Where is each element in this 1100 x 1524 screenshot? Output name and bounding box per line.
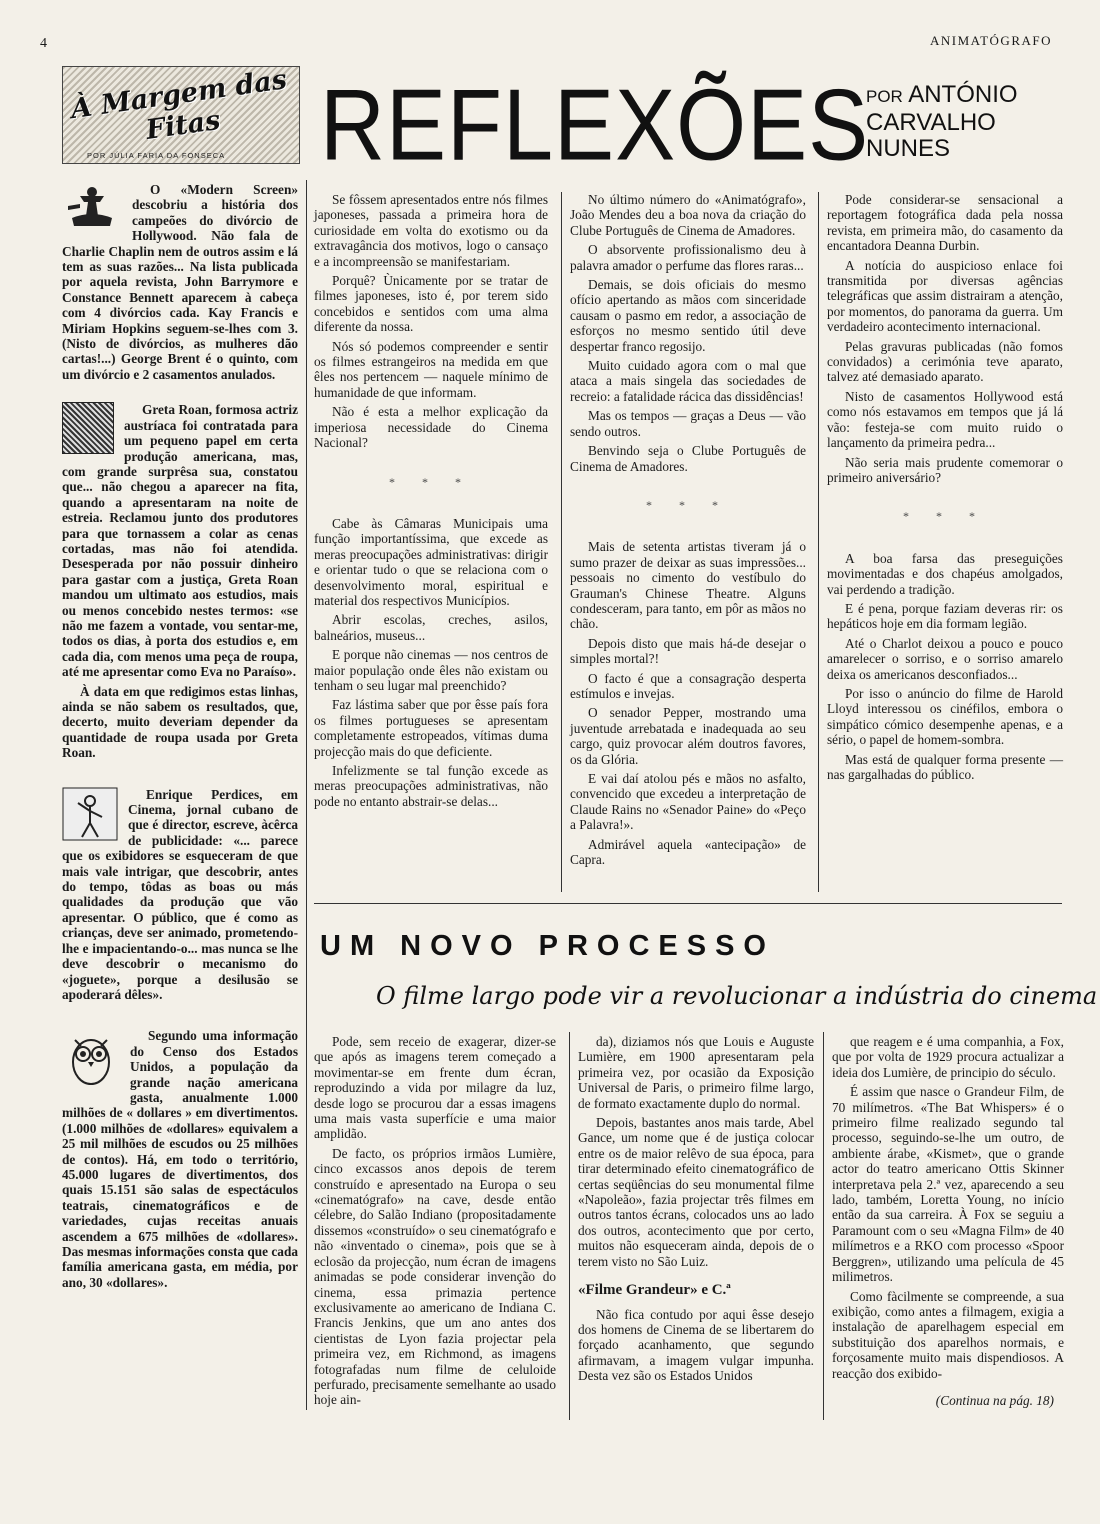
page-number: 4 xyxy=(40,36,47,51)
ref-c2-p5: Mas os tempos — graças a Deus — vão sendo outros. xyxy=(570,408,806,439)
byline-author-3: NUNES xyxy=(866,135,951,162)
byline-author-1: ANTÓNIO xyxy=(908,81,1018,108)
margem-logo-title: À Margem das Fitas xyxy=(68,64,289,146)
ref-c1b-p4: Faz lástima saber que por êsse país fora os filmes portugueses se apresentam completamente estropeados, vítimas duma projecção mais do que deficiente. xyxy=(314,697,548,759)
owl-illustration-icon xyxy=(62,1028,120,1088)
reflexoes-col-1 xyxy=(314,192,548,809)
ref-c2b-p2: Depois disto que mais há-de desejar o simples mortal?! xyxy=(570,635,806,667)
section-rule xyxy=(314,903,1062,904)
margem-para-4: Enrique Perdices, em Cinema, jornal cubano de que é director, escreve, àcêrca de publicidade: «... parece que os exibidores se esqueceram de que mais vale intrigar, que descobrir, antes do tempo, tôdas as boas ou más qualidades da produção que vão apresentar. O público, que é como as crianças, deve ser animado, prometendo-lhe e impacientando-o... mas nunca se lhe deve descobrir o mecanismo do «joguete», porque a desilusão se apoderará dêles». xyxy=(62,786,298,1002)
novo-c2-p1: da), diziamos nós que Louis e Auguste Lumière, em 1900 apresentaram pela primeira vez, por ocasião da Exposição Universal de Paris, o primeiro filme largo, de formato exactamente duplo do normal. xyxy=(578,1034,814,1111)
novo-col-3 xyxy=(832,1034,1064,1408)
margem-para-2: Greta Roan, formosa actriz austríaca foi contratada para um pequeno papel em certa produção americana, mas, com grande surprêsa sua, constatou que... não chegou a aparecer na fita, quando a apresentaram na noite de estreia. Reclamou junto dos produtores para que tornassem a colar as cenas cortadas, mas não foi atendida. Desesperada por não possuir dinheiro para gastar com a justiça, Greta Roan mandou um ultimato aos estudios, mais ou menos concebido nestes termos: «se não me fazem a vontade, vou sentar-me, todos os dias, à porta dos estudios e, em cada dia, com menos uma peça de roupa, até me apresentar como Eva no Paraíso». xyxy=(62,402,298,680)
col-rule-2 xyxy=(561,192,562,892)
novo-c2-p2: Depois, bastantes anos mais tarde, Abel Gance, um nome que é de justiça colocar entre os de maior relêvo de sua época, para tirar determinado efeito cinematográfico de certas seqüências do seu monumental filme «Napoleão», fazia projectar três filmes em outros tantos écrans, colocados uns ao lado dos outros, acontecimento que por certo, muitos não esqueceram ainda, depois de o terem visto no São Luiz. xyxy=(578,1115,814,1269)
ref-c2-p1: No último número do «Animatógrafo», João Mendes deu a boa nova da criação do Clube Português de Cinema de Amadores. xyxy=(570,192,806,238)
ref-c1b-p5: Infelizmente se tal função excede as meras preocupações administrativas, não pode no entanto abstrair-se delas... xyxy=(314,763,548,809)
ref-c1-p3: Nós só podemos compreender e sentir os filmes estrangeiros na medida em que êles nos pertencem — naquele mínimo de humanidade de que informam. xyxy=(314,338,548,400)
novo-c3-p1: que reagem e é uma companhia, a Fox, que por volta de 1929 procura actualizar a ideia dos Lumière, de principio do século. xyxy=(832,1034,1064,1080)
dancer-illustration-icon xyxy=(62,787,118,841)
novo-c1-p2: De facto, os próprios irmãos Lumière, cinco excassos anos depois de terem construído e apresentado na Europa o seu «cinematógrafo» na cave, desde então célebre, do Salão Indiano (propositadamente dissemos «construído» o seu cinematógrafo e não «inventado o cinema», pois que se à eclosão da projecção, num écran de imagens animadas se pode considerar invenção do cinema, essa primazia pertence exclusivamente ao americano de Indiana C. Francis Jenkins, que um ano antes dos cientistas de Lyon fazia projectar pela primeira vez, em Richmond, as imagens fotografadas num filme de celuloide perfurado, precisamente semelhante ao usado hoje ain- xyxy=(314,1145,556,1408)
section-stars: * * * xyxy=(389,474,473,489)
novo-processo-headline: UM NOVO PROCESSO xyxy=(320,930,775,962)
ref-c3-p3: Pelas gravuras publicadas (não fomos convidados) a cerimónia teve aparato, talvez até demasiado aparato. xyxy=(827,338,1063,385)
margem-para-1: O «Modern Screen» descobriu a história dos campeões do divórcio de Hollywood. Não fala de Charlie Chaplin nem de outros assim e lá tem as suas razões... Na lista publicada por aquela revista, John Barrymore e Constance Bennett aparecem à cabeça com 4 divórcios cada. Kay Francis e Miriam Hopkins seguem-se-lhes com 3. (Nisto de divórcios, as mulheres dão cartas!...) George Brent é o quinto, com um divórcio e 2 casamentos anulados. xyxy=(62,182,298,382)
col-rule-3 xyxy=(818,192,819,892)
ref-c3b-p4: Por isso o anúncio do filme de Harold Lloyd interessou os cinéfilos, embora o simpático cómico desempenhe apenas, e a sério, o papel de homem-sombra. xyxy=(827,685,1063,748)
section-stars: * * * xyxy=(903,509,987,524)
byline-author-2: CARVALHO xyxy=(866,109,996,136)
col-rule-5 xyxy=(823,1032,824,1420)
ref-c2b-p4: O senador Pepper, mostrando uma juventude arrebatada e inadequada ao seu cargo, quiz provocar além doutros favores, os da Glória. xyxy=(570,705,806,767)
ref-c2-p6: Benvindo seja o Clube Português de Cinema de Amadores. xyxy=(570,443,806,474)
ref-c2b-p5: E vai daí atolou pés e mãos no asfalto, convencido que excedeu a interpretação de Claude Rains no «Senador Paine» do «Peço a Palavra!». xyxy=(570,771,806,833)
mannequin-illustration-icon xyxy=(62,402,114,454)
novo-c3-p2: É assim que nasce o Grandeur Film, de 70 milímetros. «The Bat Whispers» é o primeiro filme realizado segundo tal processo, seguindo-se-lhe um outro, de ambiente árabe, «Kismet», que o grande actor do teatro americano Ottis Skinner interpretava pela 2.ª vez, aparecendo a seu lado, também, Loretta Young, no início então da sua carreira. À Fox se seguiu a Paramount com o seu «Magna Film» de 40 milímetros e a RKO com processo «Spoor Berggren», utilizando uma película de 45 milimetros. xyxy=(832,1084,1064,1285)
reflexoes-col-3 xyxy=(827,192,1063,782)
margem-column xyxy=(62,182,298,1290)
novo-c1-p1: Pode, sem receio de exagerar, dizer-se que após as imagens terem começado a movimentar-se em frente dum écran, reproduzindo a vida por milagre da luz, desde logo se procurou dar a essas imagens uma mais vasta superfície e uma maior amplidão. xyxy=(314,1034,556,1142)
section-stars: * * * xyxy=(646,497,730,512)
byline-por: POR xyxy=(866,87,903,106)
col-rule-1 xyxy=(306,180,307,1410)
ref-c2-p2: O absorvente profissionalismo deu à palavra amador o perfume das flores raras... xyxy=(570,242,806,273)
ref-c3-p4: Nisto de casamentos Hollywood está como nós estavamos em tempos que já lá vão: festeja-se com muito ruido o lançamento da primeira pedra... xyxy=(827,388,1063,451)
novo-c2b-p1: Não fica contudo por aqui êsse desejo dos homens de Cinema de se libertarem do forçado acanhamento, que segundo afirmavam, a imagem vulgar impunha. Desta vez são os Estados Unidos xyxy=(578,1306,814,1384)
ref-c1b-p1: Cabe às Câmaras Municipais uma função importantíssima, que excede as meras preocupações administrativas: dirigir e orientar tudo o que se relaciona com o desenvolvimento moral, espiritual e material dos respectivos Municípios. xyxy=(314,515,548,608)
ref-c3b-p3: Até o Charlot deixou a pouco e pouco amarelecer o sorriso, e o sorriso amarelo deixa os americanos desconfiados... xyxy=(827,635,1063,682)
novo-col-2 xyxy=(578,1034,814,1384)
ref-c3b-p5: Mas está de qualquer forma presente — nas gargalhadas do público. xyxy=(827,751,1063,782)
ref-c3-p1: Pode considerar-se sensacional a reportagem fotográfica dada pela nossa revista, em primeira mão, do casamento da encantadora Deanna Durbin. xyxy=(827,192,1063,254)
margem-logo-byline: POR JÚLIA FARIA DA FONSECA xyxy=(87,151,226,160)
cowboy-illustration-icon xyxy=(62,182,122,230)
novo-c3-p3: Como fàcilmente se compreende, a sua exibição, como antes a filmagem, exigia a instalação de aparelhagem especial em substituição dos aparelhos normais, e forçosamente muito mais dispendiosos. A reacção dos exibido- xyxy=(832,1288,1064,1381)
ref-c2-p3: Demais, se dois oficiais do mesmo ofício apertando as mãos com sinceridade causam o pasmo em redor, a associação de esforços no mesmo sentido útil deve despertar franco regosijo. xyxy=(570,277,806,354)
ref-c3b-p2: E é pena, porque faziam deveras rir: os hepáticos hoje em dia formam legião. xyxy=(827,600,1063,632)
ref-c1-p2: Porquê? Ùnicamente por se tratar de filmes japoneses, isto é, por terem sido concebidos e sentidos com uma alma diferente da nossa. xyxy=(314,273,548,335)
ref-c1-p1: Se fôssem apresentados entre nós filmes japoneses, passada a primeira hora de curiosidade em volta do exotismo ou da extravagância dos motivos, logo o cansaço e a incompreensão se manifestariam. xyxy=(314,192,548,269)
reflexoes-title: REFLEXÕES xyxy=(320,69,870,182)
ref-c1b-p3: E porque não cinemas — nos centros de maior população onde êles não existam ou tenham o seu lugar mal preenchido? xyxy=(314,647,548,693)
margem-para-5: Segundo uma informação do Censo dos Estados Unidos, a população da grande nação americana gasta, anualmente 1.000 milhões de « dollares » em divertimentos. (1.000 milhões de «dollares» equivalem a 25 mil milhões de escudos ou 25 milhões de contos). Há, em todo o território, 45.000 lugares de divertimentos, dos quais 15.151 são salas de espectáculos teatrais, cinematográficos e de variedades, cujas receitas anuais ascendem a 675 milhões de «dollares». Das mesmas informações consta que cada família americana gasta, em média, por ano, 30 «dollares». xyxy=(62,1028,299,1290)
ref-c3b-p1: A boa farsa das preseguições movimentadas e dos chapéus amolgados, vai perdendo a tradição. xyxy=(827,550,1063,597)
ref-c1b-p2: Abrir escolas, creches, asilos, balneários, museus... xyxy=(314,612,548,643)
novo-col-1 xyxy=(314,1034,556,1408)
reflexoes-col-2 xyxy=(570,192,806,867)
margem-para-3: À data em que redigimos estas linhas, ainda se não sabem os resultados, que, decerto, muito deveriam depender da quantidade de roupa usada por Greta Roan. xyxy=(62,683,298,761)
continua-note: (Continua na pág. 18) xyxy=(935,1392,1054,1408)
ref-c1-p4: Não é esta a melhor explicação da imperiosa necessidade do Cinema Nacional? xyxy=(314,404,548,451)
ref-c2-p4: Muito cuidado agora com o mal que ataca a mais singela das sociedades de recreio: a fatalidade rácica das dissidências! xyxy=(570,358,806,404)
reflexoes-byline xyxy=(866,82,1062,162)
margem-logo xyxy=(62,66,300,164)
ref-c2b-p1: Mais de setenta artistas tiveram já o sumo prazer de deixar as suas impressões... pessoais no cimento do vestíbulo do Grauman's Chinese Theatre. Alguns condesceram, para tanto, em pôr as mãos no chão. xyxy=(570,539,806,632)
ref-c2b-p6: Admirável aquela «antecipação» de Capra. xyxy=(570,836,806,868)
novo-processo-subhead: O filme largo pode vir a revolucionar a indústria do cinema xyxy=(376,982,1098,1010)
ref-c3-p5: Não seria mais prudente comemorar o primeiro aniversário? xyxy=(827,454,1063,485)
ref-c3-p2: A notícia do auspicioso enlace foi transmitida por diversas agências telegráficas que assim distrairam a atenção, por momentos, do panorama da guerra. Um verdadeiro acontecimento internacional. xyxy=(827,257,1063,335)
novo-subtitle-grandeur: «Filme Grandeur» e C.ª xyxy=(578,1282,731,1299)
ref-c2b-p3: O facto é que a consagração desperta estímulos e invejas. xyxy=(570,670,806,701)
magazine-name: ANIMATÓGRAFO xyxy=(929,33,1052,48)
col-rule-4 xyxy=(569,1032,570,1420)
